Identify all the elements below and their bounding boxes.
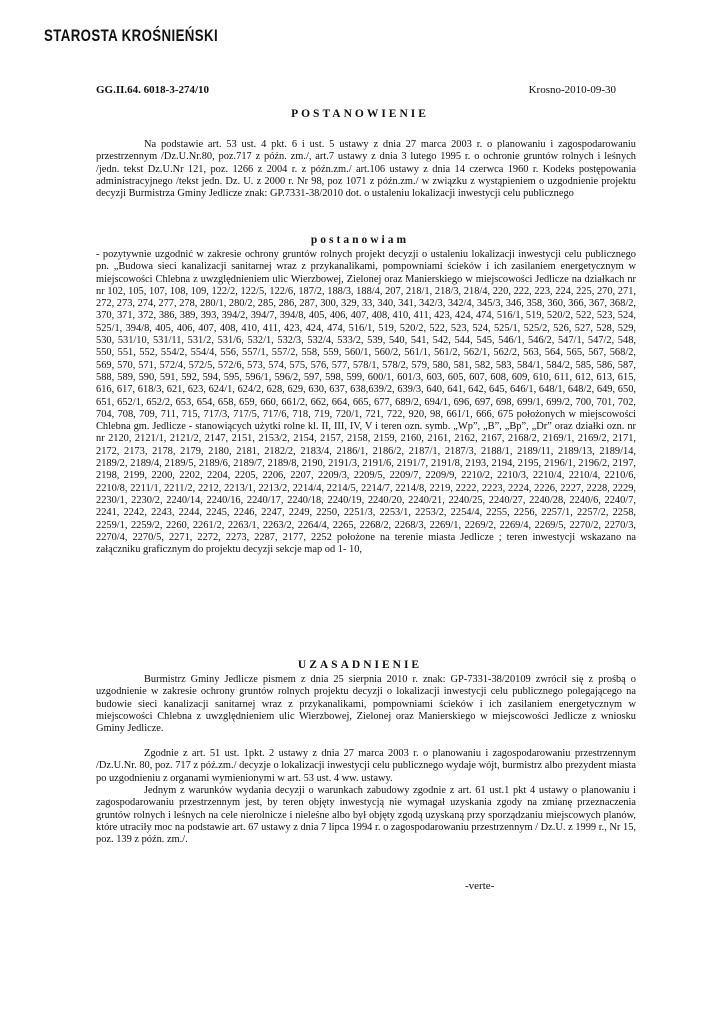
- justification-paragraph-1: Burmistrz Gminy Jedlicze pismem z dnia 25 sierpnia 2010 r. znak: GP-7331-38/20109 zwrócił się z prośbą o uzgodnienie w zakresie ochrony gruntów rolnych projektu decyzji o lokalizacji inwestycji celu publicznego polegającego na budowie sieci kanalizacji sanitarnej wraz z przykanalikami, pompowniami ścieków i ich zasilaniem energetycznym w miejscowości Chlebna z uwzględnieniem ulic Wierzbowej, Zielonej oraz Manierskiego w miejscowości Jedlicze z wniosku Gminy Jedlicze.: [96, 674, 636, 735]
- legal-basis-paragraph: Na podstawie art. 53 ust. 4 pkt. 6 i ust. 5 ustawy z dnia 27 marca 2003 r. o planowaniu i zagospodarowaniu przestrzennym /Dz.U.Nr.80, poz.717 z późn. zm./, art.7 ustawy z dnia 3 lutego 1995 r. o ochronie gruntów rolnych i leśnych /jedn. tekst Dz.U.Nr 121, poz. 1266 z 2004 r. z późn.zm./ art.106 ustawy z dnia 14 czerwca 1960 r. Kodeks postępowania administracyjnego /tekst jedn. Dz. U. z 2000 r. Nr 98, poz 1071 z późn.zm./ w związku z wystąpieniem o uzgodnienie projektu decyzji Burmistrza Gminy Jedlicze znak: GP.7331-38/2010 dot. o ustaleniu lokalizacji inwestycji celu publicznego: [96, 139, 636, 200]
- justification-paragraph-3: Jednym z warunków wydania decyzji o warunkach zabudowy zgodnie z art. 61 ust.1 pkt 4 ustawy o planowaniu i zagospodarowaniu przestrzennym jest, by teren objęty inwestycją nie wymagał uzyskania zgody na zmianę przeznaczenia gruntów rolnych i leśnych na cele nierolnicze i nieleśne albo był objęty zgodą uzyskaną przy sporządzaniu miejscowych planów, które utraciły moc na podstawie art. 67 ustawy z dnia 7 lipca 1994 r. o zagospodarowaniu przestrzennym / Dz.U. z 1999 r., Nr 15, poz. 139 z późn. zm./.: [96, 785, 636, 846]
- decision-paragraph: - pozytywnie uzgodnić w zakresie ochrony gruntów rolnych projekt decyzji o ustaleniu lokalizacji inwestycji celu publicznego pn. „Budowa sieci kanalizacji sanitarnej wraz z przykanalikami, pompowniami ścieków i ich zasilaniem energetycznym w miejscowości Chlebna z uwzględnieniem ulic Wierzbowej, Zielonej oraz Manierskiego w miejscowości Jedlicze na działkach nr nr 102, 105, 107, 108, 109, 122/2, 122/5, 122/6, 187/2, 188/3, 188/4, 207, 218/1, 218/3, 218/4, 220, 222, 223, 224, 225, 270, 271, 272, 273, 274, 277, 278, 280/1, 280/2, 285, 286, 287, 300, 329, 33, 340, 341, 342/3, 342/4, 345/3, 346, 358, 360, 366, 367, 368/2, 370, 371, 372, 386, 389, 393, 394/2, 394/7, 394/8, 405, 406, 407, 408, 410, 411, 423, 424, 474, 516/1, 519, 520/2, 522, 523, 524, 525/1, 394/8, 405, 406, 407, 408, 410, 411, 423, 424, 474, 516/1, 519, 520/2, 522, 523, 524, 525/1, 525/2, 526, 527, 528, 529, 530, 531/10, 531/11, 531/2, 531/6, 532/1, 532/3, 532/4, 533/2, 539, 540, 541, 542, 544, 545, 546/1, 546/2, 547/1, 547/2, 548, 550, 551, 552, 554/2, 554/4, 556, 557/1, 557/2, 558, 559, 560/1, 560/2, 561/1, 561/2, 562/1, 562/2, 563, 564, 565, 567, 568/2, 569, 570, 571, 572/4, 572/5, 572/6, 573, 574, 575, 576, 577, 578/1, 578/2, 579, 580, 581, 582, 583, 584/1, 584/2, 585, 586, 587, 588, 589, 590, 591, 592, 594, 595, 596/1, 596/2, 597, 598, 599, 600/1, 601/3, 603, 605, 607, 608, 609, 610, 611, 612, 613, 615, 616, 617, 618/3, 621, 623, 624/1, 624/2, 628, 629, 630, 637, 638,639/2, 639/3, 640, 641, 642, 645, 646/1, 648/1, 648/2, 649, 650, 651, 652/1, 652/2, 653, 654, 658, 659, 660, 661/2, 662, 664, 665, 677, 689/2, 694/1, 696, 697, 698, 699/1, 699/2, 700, 701, 702, 704, 708, 709, 711, 715, 717/3, 717/5, 717/6, 718, 719, 720/1, 721, 722, 920, 98, 661/1, 666, 675 położonych w miejscowości Chlebna gm. Jedlicze - stanowiących użytki rolne kl. II, III, IV, V i teren ozn. symb. „Wp”, „B”, „Bp”, „Dr” oraz działki ozn. nr nr 2120, 2121/1, 2121/2, 2147, 2151, 2153/2, 2154, 2157, 2158, 2159, 2160, 2161, 2162, 2167, 2168/2, 2169/1, 2169/2, 2171, 2172, 2173, 2178, 2179, 2180, 2181, 2182/2, 2183/4, 2186/1, 2186/2, 2187/1, 2187/3, 2188/1, 2189/11, 2189/13, 2189/14, 2189/2, 2189/4, 2189/5, 2189/6, 2189/7, 2189/8, 2190, 2191/3, 2191/6, 2191/7, 2191/8, 2193, 2194, 2195, 2196/1, 2196/2, 2197, 2198, 2199, 2200, 2202, 2204, 2205, 2206, 2207, 2209/3, 2209/5, 2209/7, 2209/9, 2210/2, 2210/3, 2210/4, 2210/4, 2210/6, 2210/8, 2211/1, 2211/2, 2212, 2213/1, 2213/2, 2214/4, 2214/5, 2214/7, 2214/8, 2219, 2222, 2223, 2224, 2226, 2227, 2228, 2229, 2230/1, 2230/2, 2240/14, 2240/16, 2240/17, 2240/18, 2240/19, 2240/20, 2240/21, 2240/25, 2240/27, 2240/28, 2240/6, 2240/7, 2241, 2242, 2243, 2244, 2245, 2246, 2247, 2249, 2250, 2251/3, 2253/1, 2253/2, 2254/4, 2255, 2256, 2257/1, 2257/2, 2258, 2259/1, 2259/2, 2260, 2261/2, 2263/1, 2263/2, 2264/4, 2265, 2268/2, 2268/3, 2269/1, 2269/2, 2269/4, 2269/5, 2270/2, 2270/3, 2270/4, 2270/5, 2271, 2272, 2273, 2287, 2177, 2252 położone na terenie miasta Jedlicze ; teren inwestycji wskazano na załączniku graficznym do projektu decyzji sekcje map od 1- 10,: [96, 249, 636, 556]
- reference-line: [96, 84, 616, 96]
- document-title: POSTANOWIENIE: [291, 108, 429, 120]
- place-date: Krosno-2010-09-30: [528, 84, 616, 96]
- justification-heading: UZASADNIENIE: [297, 659, 423, 671]
- decision-heading: postanowiam: [310, 234, 410, 246]
- case-number: GG.II.64. 6018-3-274/10: [96, 84, 210, 96]
- justification-paragraph-2: Zgodnie z art. 51 ust. 1pkt. 2 ustawy z dnia 27 marca 2003 r. o planowaniu i zagospodarowaniu przestrzennym /Dz.U.Nr. 80, poz. 717 z póź.zm./ decyzje o lokalizacji inwestycji celu publicznego wydaje wójt, burmistrz albo prezydent miasta po uzgodnieniu z organami wymienionymi w art. 53 ust. 4 ww. ustawy.: [96, 748, 636, 784]
- issuing-office-header: STAROSTA KROŚNIEŃSKI: [44, 26, 219, 45]
- verte-marker: -verte-: [465, 880, 495, 892]
